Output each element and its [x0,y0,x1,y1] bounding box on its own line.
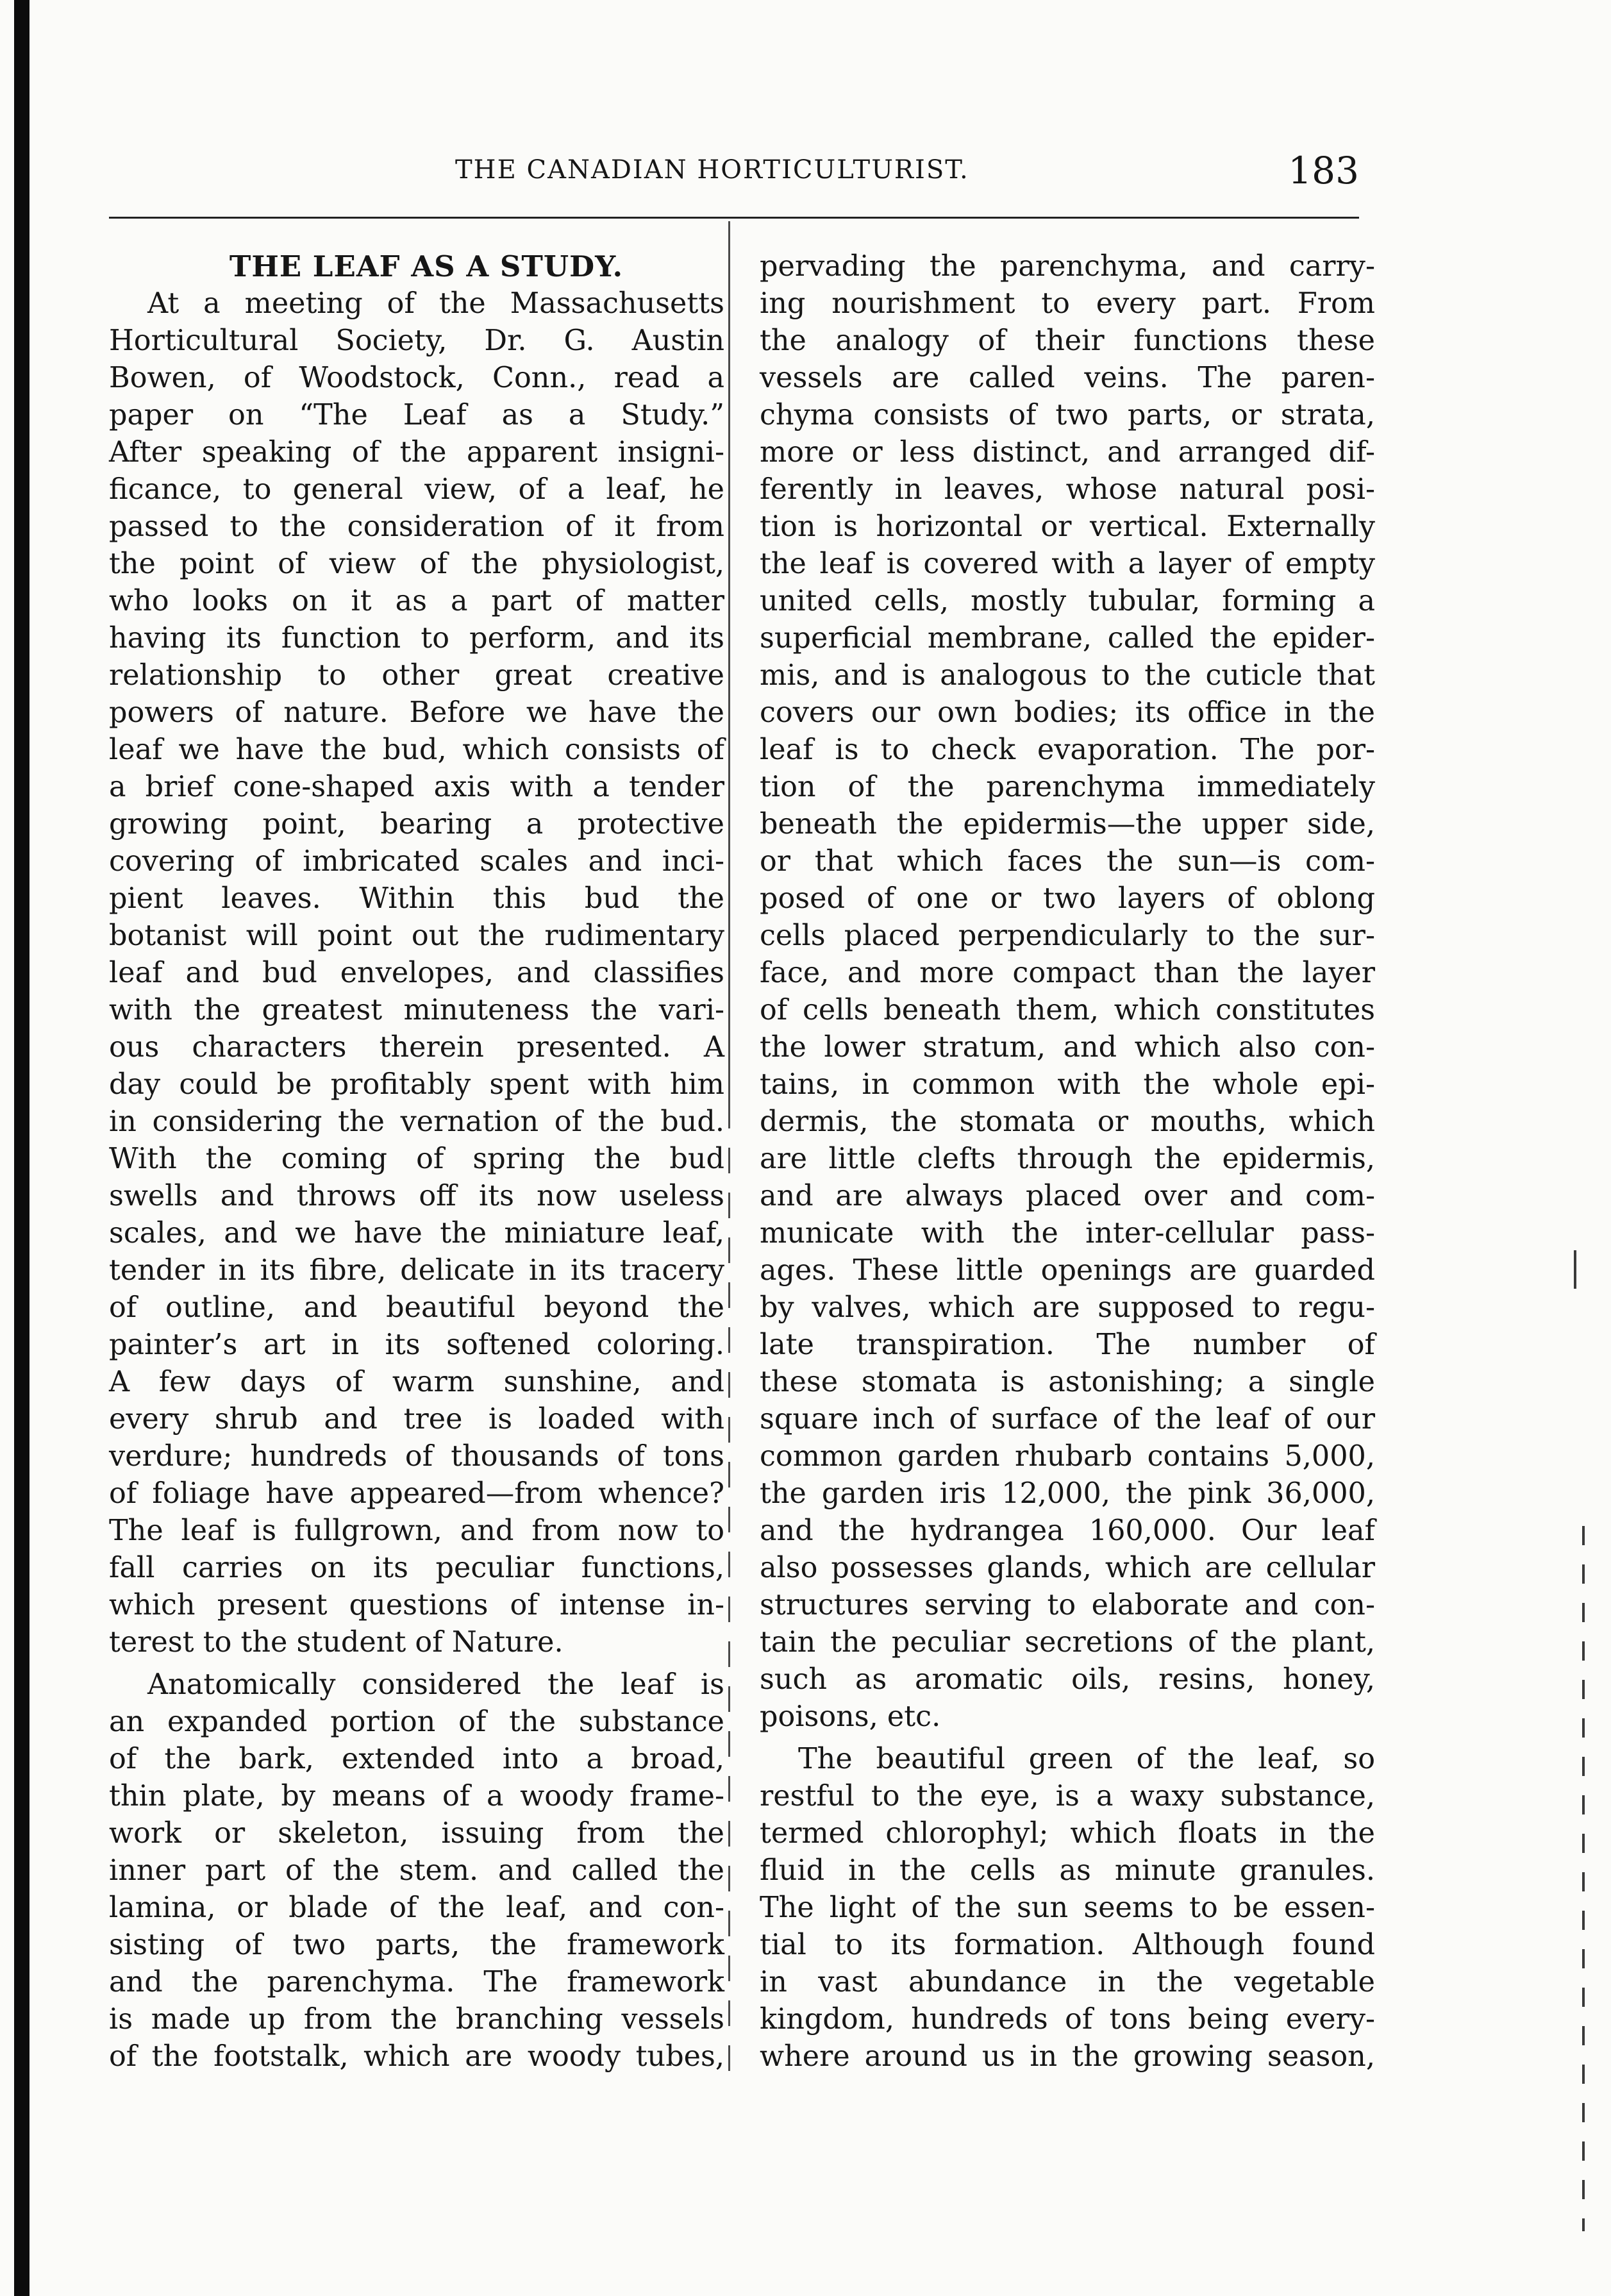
text-line: by valves, which are supposed to regu- [760,1291,1375,1324]
text-line: chyma consists of two parts, or strata, [760,399,1375,432]
header-rule [109,217,1359,219]
running-head [109,149,1359,200]
text-line: the analogy of their functions these [760,324,1375,357]
text-line: The leaf is fullgrown, and from now to [109,1514,724,1547]
text-line: superficial membrane, called the epider- [760,622,1375,655]
column-divider [728,221,730,1103]
text-line: The light of the sun seems to be essen- [760,1891,1375,1924]
text-line: with the greatest minuteness the vari- [109,994,724,1026]
text-line: tion is horizontal or vertical. Externally [760,510,1375,543]
text-line: sisting of two parts, the framework [109,1929,724,1961]
text-line: municate with the inter-cellular pass- [760,1217,1375,1250]
right-column [760,234,1375,2075]
text-line: the leaf is covered with a layer of empty [760,548,1375,580]
text-line: tain the peculiar secretions of the plant, [760,1626,1375,1659]
text-line: With the coming of spring the bud [109,1143,724,1175]
text-line: fall carries on its peculiar functions, [109,1552,724,1584]
text-line: ous characters therein presented. A [109,1031,724,1064]
text-line: face, and more compact than the layer [760,957,1375,989]
text-line: tion of the parenchyma immediately [760,771,1375,803]
running-title: THE CANADIAN HORTICULTURIST. [455,155,969,185]
text-line: mis, and is analogous to the cuticle that [760,659,1375,692]
text-line: passed to the consideration of it from [109,510,724,543]
text-line: ferently in leaves, whose natural posi- [760,473,1375,506]
text-line: pervading the parenchyma, and carry- [760,250,1375,283]
text-line: an expanded portion of the substance [109,1705,724,1738]
text-line: cells placed perpendicularly to the sur- [760,919,1375,952]
text-line: structures serving to elaborate and con- [760,1589,1375,1621]
text-line: of the footstalk, which are woody tubes, [109,2040,724,2073]
text-line: late transpiration. The number of [760,1328,1375,1361]
text-line: poisons, etc. [760,1700,941,1733]
text-line: vessels are called veins. The paren- [760,362,1375,394]
text-line: dermis, the stomata or mouths, which [760,1105,1375,1138]
text-line: inner part of the stem. and called the [109,1854,724,1887]
text-line: day could be profitably spent with him [109,1068,724,1101]
text-line: every shrub and tree is loaded with [109,1403,724,1436]
column-top-spacer [760,234,1375,248]
text-line: thin plate, by means of a woody frame- [109,1780,724,1813]
text-line: tender in its fibre, delicate in its tracery [109,1254,724,1287]
text-line: leaf is to check evaporation. The por- [760,733,1375,766]
text-line: Bowen, of Woodstock, Conn., read a [109,362,724,394]
text-line: termed chlorophyl; which floats in the [760,1817,1375,1850]
text-line: and are always placed over and com- [760,1180,1375,1212]
text-line: in considering the vernation of the bud. [109,1105,724,1138]
text-line: where around us in the growing season, [760,2040,1375,2073]
text-line: square inch of surface of the leaf of our [760,1403,1375,1436]
text-line: the garden iris 12,000, the pink 36,000, [760,1477,1375,1510]
text-line: ficance, to general view, of a leaf, he [109,473,724,506]
text-line: scales, and we have the miniature leaf, [109,1217,724,1250]
text-line: of the bark, extended into a broad, [109,1743,724,1775]
text-line: relationship to other great creative [109,659,724,692]
text-line: of outline, and beautiful beyond the [109,1291,724,1324]
scan-speck [1582,1526,1585,2231]
binding-edge-shadow [14,0,29,2296]
text-line: are little clefts through the epidermis, [760,1143,1375,1175]
text-line: verdure; hundreds of thousands of tons [109,1440,724,1473]
text-line: who looks on it as a part of matter [109,585,724,617]
text-line: Anatomically considered the leaf is [147,1668,724,1701]
text-line: work or skeleton, issuing from the [109,1817,724,1850]
text-line: terest to the student of Nature. [109,1626,563,1659]
text-line: is made up from the branching vessels [109,2003,724,2036]
page-number: 183 [1288,149,1359,192]
text-line: the point of view of the physiologist, [109,548,724,580]
text-line: A few days of warm sunshine, and [109,1366,724,1398]
text-line: in vast abundance in the vegetable [760,1966,1375,1999]
text-line: At a meeting of the Massachusetts [147,287,724,320]
text-line: the lower stratum, and which also con- [760,1031,1375,1064]
text-line: posed of one or two layers of oblong [760,882,1375,915]
text-line: pient leaves. Within this bud the [109,882,724,915]
text-line: also possesses glands, which are cellular [760,1552,1375,1584]
text-line: tial to its formation. Although found [760,1929,1375,1961]
text-line: a brief cone-shaped axis with a tender [109,771,724,803]
text-line: and the parenchyma. The framework [109,1966,724,1999]
text-line: lamina, or blade of the leaf, and con- [109,1891,724,1924]
paragraph-gap [109,1661,724,1666]
text-line: or that which faces the sun—is com- [760,845,1375,878]
text-line: which present questions of intense in- [109,1589,724,1621]
text-line: covering of imbricated scales and inci- [109,845,724,878]
text-line: ages. These little openings are guarded [760,1254,1375,1287]
scan-speck [1574,1250,1576,1289]
text-line: of cells beneath them, which constitutes [760,994,1375,1026]
text-line: painter’s art in its softened coloring. [109,1328,724,1361]
text-line: these stomata is astonishing; a single [760,1366,1375,1398]
text-line: united cells, mostly tubular, forming a [760,585,1375,617]
text-line: ing nourishment to every part. From [760,287,1375,320]
text-line: leaf and bud envelopes, and classifies [109,957,724,989]
text-line: Horticultural Society, Dr. G. Austin [109,324,724,357]
text-line: After speaking of the apparent insigni- [109,436,724,469]
left-column [109,234,724,2075]
text-line: common garden rhubarb contains 5,000, [760,1440,1375,1473]
text-line: leaf we have the bud, which consists of [109,733,724,766]
text-line: kingdom, hundreds of tons being every- [760,2003,1375,2036]
text-line: restful to the eye, is a waxy substance, [760,1780,1375,1813]
text-line: fluid in the cells as minute granules. [760,1854,1375,1887]
text-line: tains, in common with the whole epi- [760,1068,1375,1101]
text-line: such as aromatic oils, resins, honey, [760,1663,1375,1696]
paragraph-gap [760,1736,1375,1741]
text-line: beneath the epidermis—the upper side, [760,808,1375,841]
text-line: growing point, bearing a protective [109,808,724,841]
text-line: and the hydrangea 160,000. Our leaf [760,1514,1375,1547]
text-line: swells and throws off its now useless [109,1180,724,1212]
text-line: covers our own bodies; its office in the [760,696,1375,729]
text-line: of foliage have appeared—from whence? [109,1477,724,1510]
article-title: THE LEAF AS A STUDY. [229,249,624,283]
text-line: The beautiful green of the leaf, so [798,1743,1375,1775]
text-line: more or less distinct, and arranged dif- [760,436,1375,469]
text-line: having its function to perform, and its [109,622,724,655]
text-line: powers of nature. Before we have the [109,696,724,729]
text-line: botanist will point out the rudimentary [109,919,724,952]
column-divider-dashed [728,1103,730,2071]
text-line: paper on “The Leaf as a Study.” [109,399,724,432]
